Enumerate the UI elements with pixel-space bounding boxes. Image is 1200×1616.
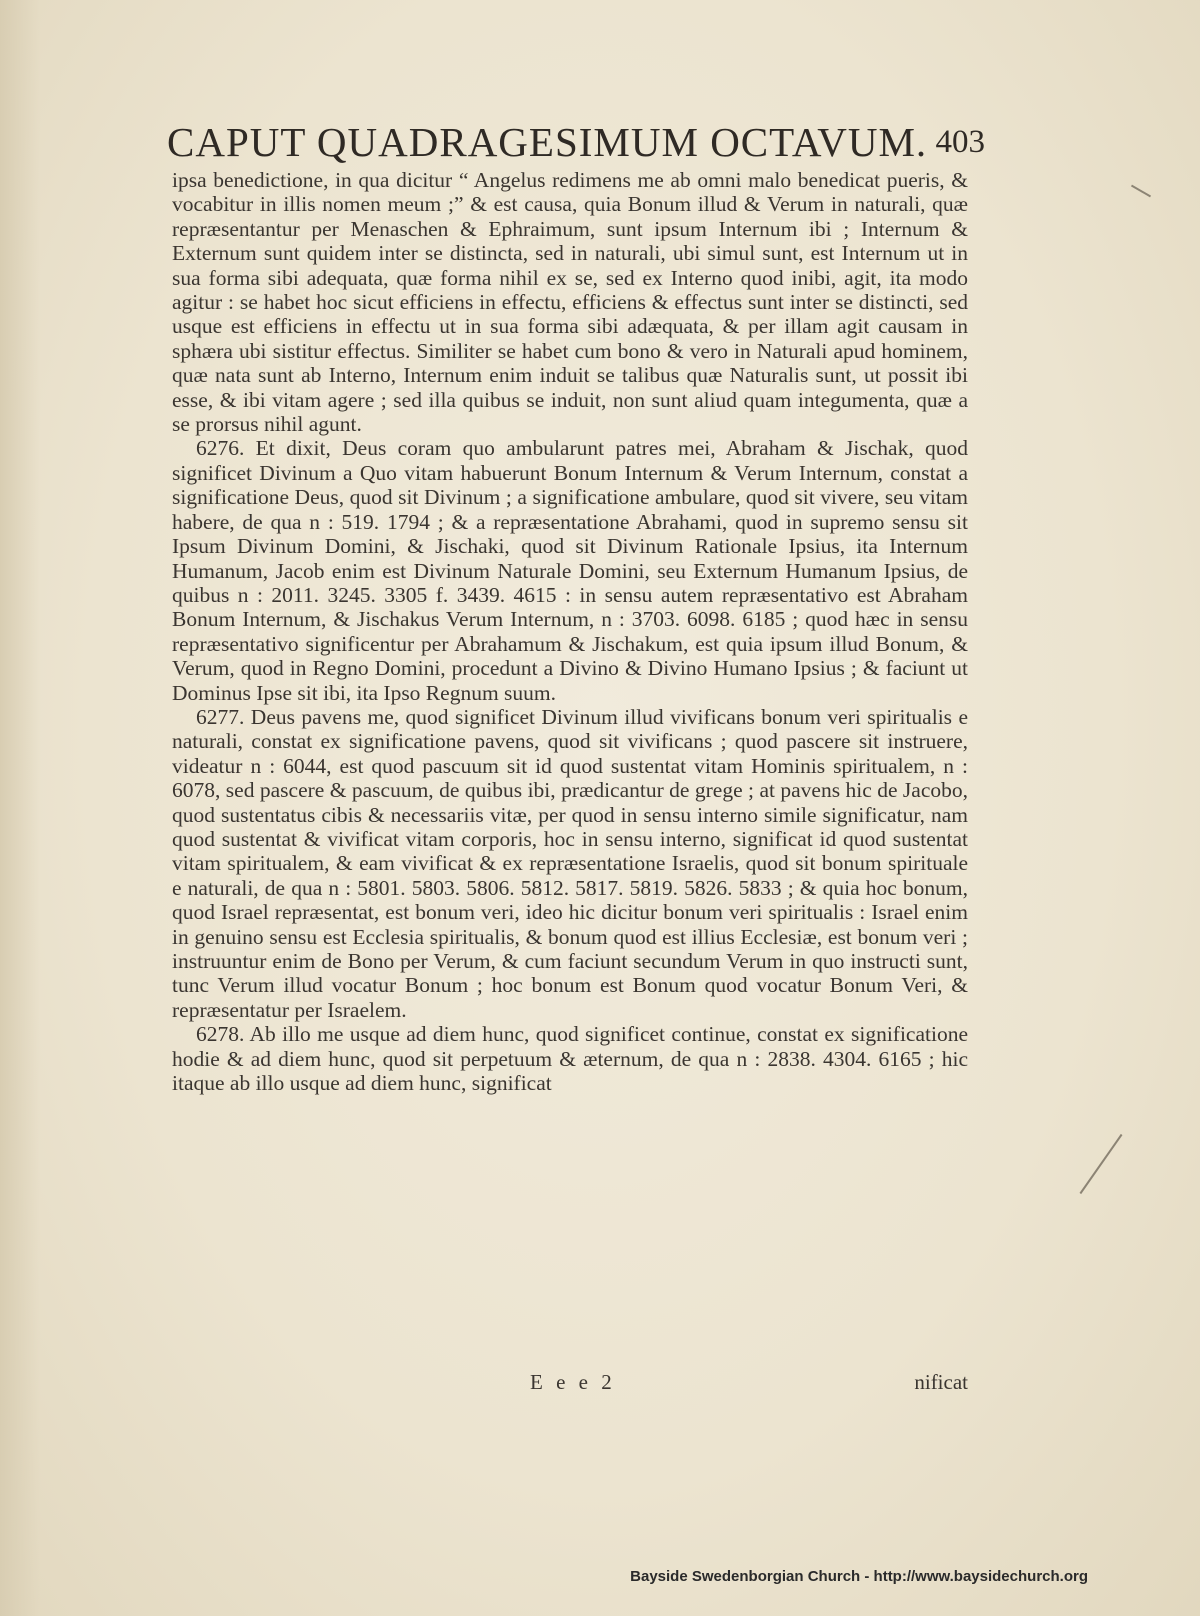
paragraph-6277: 6277. Deus pavens me, quod significet Divinum illud vivificans bonum veri spiritualis e naturali, constat ex significatione pavens, quod sit vivificans ; quod pascere sit instruere, videatur n : 6044, est quod pascuum sit id quod sustentat vitam Hominis spiritualem, n : 6078, sed pascere & pascuum, de quibus ibi, prædicantur de grege ; at pavens hic de Jacobo, quod sustentatus cibis & necessariis vitæ, per quod in sensu interno simile significatur, nam quod sustentat & vivificat vitam corporis, hoc in sensu interno, significat id quod sustentat vitam spiritualem, & eam vivificat & ex repræsentatione Israelis, quod sit bonum spirituale e naturali, de qua n : 5801. 5803. 5806. 5812. 5817. 5819. 5826. 5833 ; & quia hoc bonum, quod Israel repræsentat, est bonum veri, ideo hic dicitur bonum veri spiritualis : Israel enim in genuino sensu est Ecclesia spiritualis, & bonum quod est illius Ecclesiæ, est bonum veri ; instruuntur enim de Bono per Verum, & cum faciunt secundum Verum in quo instructi sunt, tunc Verum illud vocatur Bonum ; hoc bonum est Bonum quod vocatur Bonum Veri, & repræsentatur per Israelem. [172, 704, 968, 1022]
margin-mark [1131, 185, 1151, 198]
page-edge-shadow [0, 0, 40, 1616]
paragraph-6276: 6276. Et dixit, Deus coram quo ambularunt patres mei, Abraham & Jischak, quod significet Divinum a Quo vitam habuerunt Bonum Internum & Verum Internum, constat a significatione Deus, quod sit Divinum ; a significatione ambulare, quod sit vivere, seu vitam habere, de qua n : 519. 1794 ; & a repræsentatione Abrahami, quod in supremo sensu sit Ipsum Divinum Domini, & Jischaki, quod sit Divinum Rationale Ipsius, ita Internum Humanum, Jacob enim est Divinum Naturale Domini, seu Externum Humanum Ipsius, de quibus n : 2011. 3245. 3305 f. 3439. 4615 : in sensu autem repræsentativo est Abraham Bonum Internum, & Jischakus Verum Internum, n : 3703. 6098. 6185 ; quod hæc in sensu repræsentativo significentur per Abrahamum & Jischakum, est quia ipsum illud Bonum, & Verum, quod in Regno Domini, procedunt a Divino & Divino Humano Ipsius ; & faciunt ut Dominus Ipse sit ibi, ita Ipso Regnum suum. [172, 436, 968, 705]
page-footer [172, 1370, 968, 1400]
signature-mark: E e e 2 [530, 1370, 616, 1394]
margin-mark [1080, 1134, 1123, 1194]
paragraph-continuation: ipsa benedictione, in qua dicitur “ Angelus redimens me ab omni malo benedicat pueris, & vocabitur in illis nomen meum ;” & est causa, quia Bonum illud & Verum in naturali, quæ repræsentantur per Menaschen & Ephraimum, sunt ipsum Internum ibi ; Internum & Externum sunt quidem inter se distincta, sed in naturali, ubi simul sunt, est Internum ut in sua forma sibi adequata, quæ forma nihil ex se, sed ex Interno quod inibi, agit, ita modo agitur : se habet hoc sicut efficiens in effectu, efficiens & effectus sunt inter se distincti, sed usque est efficiens in effectu ut in sua forma sibi adæquata, & per illam agit causam in sphæra ubi sistitur effectus. Similiter se habet cum bono & vero in Naturali apud hominem, quæ nata sunt ab Interno, Internum enim induit se talibus quæ Naturalis sunt, ut possit ibi esse, & ibi vitam agere ; sed illa quibus se induit, non sunt aliud quam integumenta, quæ a se prorsus nihil agunt. [172, 168, 968, 437]
catchword: nificat [914, 1370, 968, 1394]
page-header [145, 112, 985, 172]
body-text [172, 168, 968, 1095]
paragraph-6278: 6278. Ab illo me usque ad diem hunc, quod significet continue, constat ex significatione hodie & ad diem hunc, quod sit perpetuum & æternum, de qua n : 2838. 4304. 6165 ; hic itaque ab illo usque ad diem hunc, significat [172, 1022, 968, 1096]
page-number: 403 [935, 124, 985, 160]
watermark-text: Bayside Swedenborgian Church - http://www.baysidechurch.org [630, 1568, 1088, 1585]
running-title: CAPUT QUADRAGESIMUM OCTAVUM. [167, 119, 928, 165]
